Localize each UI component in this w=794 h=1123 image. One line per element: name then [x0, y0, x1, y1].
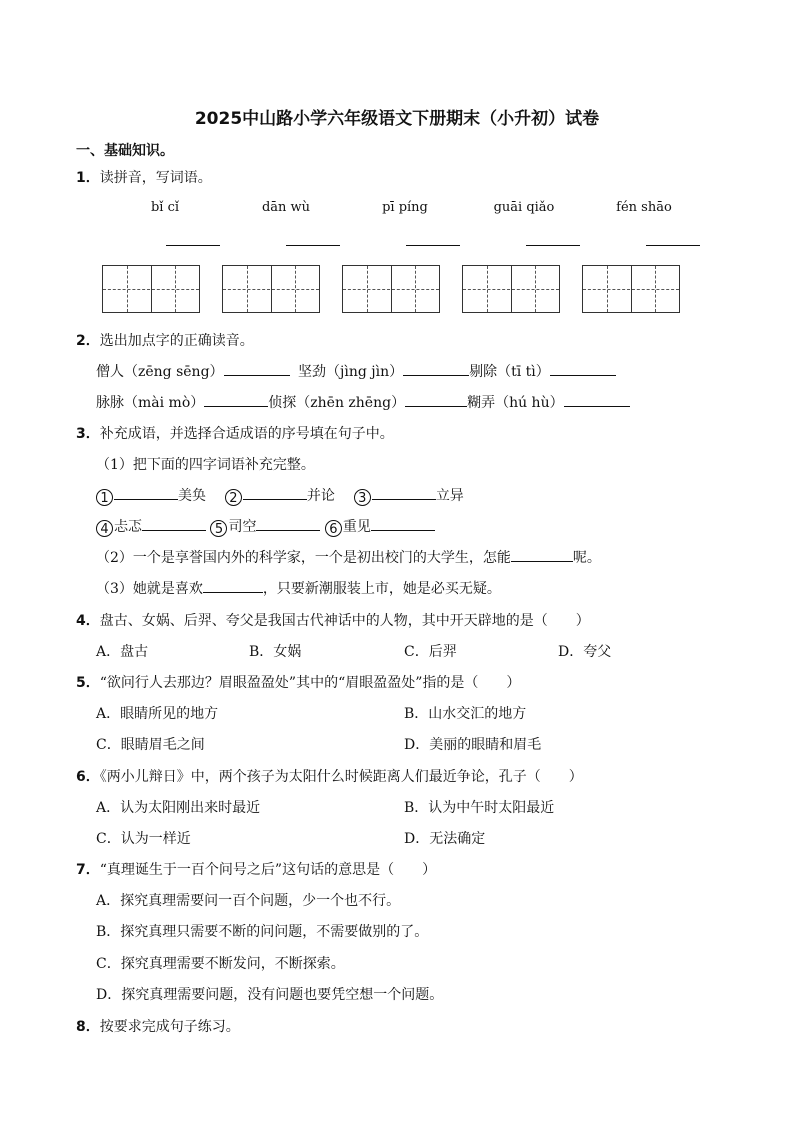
sub-question-2 — [96, 547, 601, 567]
sentence-text: ，只要新潮服装上市，她是必买无疑。 — [262, 581, 501, 597]
pinyin-1: bǐ cǐ — [150, 200, 180, 215]
sentence-text: 呢。 — [572, 550, 601, 566]
answer-blank[interactable] — [564, 392, 630, 407]
idiom-text: 重见 — [342, 519, 371, 535]
sub-question-1: （1）把下面的四字词语补充完整。 — [96, 457, 315, 473]
option-a[interactable]: A．探究真理需要问一百个问题，少一个也不行。 — [96, 893, 401, 909]
question-number: 8． — [76, 1019, 100, 1035]
page-title: 2025中山路小学六年级语文下册期末（小升初）试卷 — [194, 109, 600, 129]
answer-line[interactable] — [286, 245, 340, 246]
option-b[interactable]: B．探究真理只需要不断的问问题，不需要做别的了。 — [96, 924, 429, 940]
writing-grid[interactable] — [342, 265, 440, 313]
answer-blank[interactable] — [550, 361, 616, 376]
idiom-text: 立异 — [435, 488, 464, 504]
answer-line[interactable] — [526, 245, 580, 246]
option-b[interactable]: B．山水交汇的地方 — [404, 706, 527, 722]
question-number: 7． — [76, 862, 100, 878]
writing-grid[interactable] — [582, 265, 680, 313]
question-4 — [76, 610, 590, 630]
reading-item: 僧人（zēng sēng） — [96, 364, 224, 380]
question-5 — [76, 672, 520, 692]
writing-grid[interactable] — [102, 265, 200, 313]
question-number: 5． — [76, 675, 100, 691]
reading-row-1 — [96, 361, 616, 381]
pinyin-4: guāi qiǎo — [493, 200, 555, 215]
writing-grid[interactable] — [222, 265, 320, 313]
option-b[interactable]: B．认为中午时太阳最近 — [404, 800, 555, 816]
circled-number: 2 — [225, 489, 242, 506]
idiom-row-1 — [96, 485, 464, 506]
circled-number: 5 — [210, 520, 227, 537]
idiom-blank[interactable] — [371, 516, 435, 531]
sub-question-3 — [96, 578, 501, 598]
reading-item: 糊弄（hú hù） — [467, 395, 564, 411]
question-number: 3． — [76, 426, 100, 442]
writing-grid[interactable] — [462, 265, 560, 313]
option-c[interactable]: C．眼睛眉毛之间 — [96, 737, 205, 753]
option-a[interactable]: A．认为太阳刚出来时最近 — [96, 800, 261, 816]
question-number: 4． — [76, 613, 100, 629]
question-text: 读拼音，写词语。 — [99, 170, 212, 186]
question-text: 选出加点字的正确读音。 — [99, 333, 254, 349]
reading-row-2 — [96, 392, 630, 412]
circled-number: 3 — [354, 489, 371, 506]
question-3 — [76, 423, 394, 443]
sentence-text: （2）一个是享誉国内外的科学家，一个是初出校门的大学生，怎能 — [96, 550, 511, 566]
answer-blank[interactable] — [224, 361, 290, 376]
question-8 — [76, 1016, 240, 1036]
reading-item: 坚劲（jìng jìn） — [298, 364, 404, 380]
question-text: 按要求完成句子练习。 — [99, 1019, 240, 1035]
answer-line[interactable] — [166, 245, 220, 246]
question-text: 盘古、女娲、后羿、夸父是我国古代神话中的人物，其中开天辟地的是（ ） — [99, 613, 590, 629]
question-number: 6． — [76, 769, 100, 785]
option-c[interactable]: C．认为一样近 — [96, 831, 191, 847]
answer-blank[interactable] — [403, 361, 469, 376]
sentence-blank[interactable] — [203, 578, 263, 593]
idiom-text: 并论 — [306, 488, 335, 504]
sentence-blank[interactable] — [511, 547, 573, 562]
idiom-text: 司空 — [228, 519, 257, 535]
idiom-blank[interactable] — [114, 485, 178, 500]
question-number: 2． — [76, 333, 100, 349]
answer-line[interactable] — [646, 245, 700, 246]
question-number: 1． — [76, 170, 100, 186]
question-text: “真理诞生于一百个问号之后”这句话的意思是（ ） — [99, 862, 437, 878]
idiom-text: 忐忑 — [114, 519, 142, 535]
question-text: 补充成语，并选择合适成语的序号填在句子中。 — [99, 426, 394, 442]
pinyin-3: pī píng — [382, 200, 428, 215]
idiom-blank[interactable] — [372, 485, 436, 500]
question-2 — [76, 330, 254, 350]
question-1 — [76, 167, 212, 187]
option-b[interactable]: B．女娲 — [249, 644, 302, 660]
circled-number: 6 — [325, 520, 342, 537]
question-7 — [76, 859, 436, 879]
reading-item: 侦探（zhēn zhēng） — [268, 395, 406, 411]
idiom-blank[interactable] — [243, 485, 307, 500]
reading-item: 剔除（tī tì） — [469, 364, 550, 380]
idiom-blank[interactable] — [142, 516, 206, 531]
option-d[interactable]: D．探究真理需要问题，没有问题也要凭空想一个问题。 — [96, 987, 444, 1003]
answer-line[interactable] — [406, 245, 460, 246]
option-d[interactable]: D．夸父 — [558, 644, 612, 660]
idiom-row-2 — [96, 516, 435, 537]
sentence-text: （3）她就是喜欢 — [96, 581, 203, 597]
circled-number: 4 — [96, 520, 113, 537]
reading-item: 脉脉（mài mò） — [96, 395, 205, 411]
question-6 — [76, 766, 583, 786]
circled-number: 1 — [96, 489, 113, 506]
pinyin-5: fén shāo — [616, 200, 672, 215]
pinyin-2: dān wù — [261, 200, 311, 215]
option-d[interactable]: D．美丽的眼睛和眉毛 — [404, 737, 542, 753]
question-text: 《两小儿辩日》中，两个孩子为太阳什么时候距离人们最近争论，孔子（ ） — [99, 769, 583, 785]
idiom-blank[interactable] — [256, 516, 320, 531]
idiom-text: 美奂 — [178, 488, 206, 504]
answer-blank[interactable] — [405, 392, 467, 407]
section-heading: 一、基础知识。 — [76, 143, 174, 159]
option-a[interactable]: A．盘古 — [96, 644, 149, 660]
option-c[interactable]: C．后羿 — [404, 644, 457, 660]
option-d[interactable]: D．无法确定 — [404, 831, 486, 847]
option-c[interactable]: C．探究真理需要不断发问，不断探索。 — [96, 956, 345, 972]
question-text: “欲问行人去那边？眉眼盈盈处”其中的“眉眼盈盈处”指的是（ ） — [99, 675, 521, 691]
answer-blank[interactable] — [204, 392, 268, 407]
option-a[interactable]: A．眼睛所见的地方 — [96, 706, 219, 722]
